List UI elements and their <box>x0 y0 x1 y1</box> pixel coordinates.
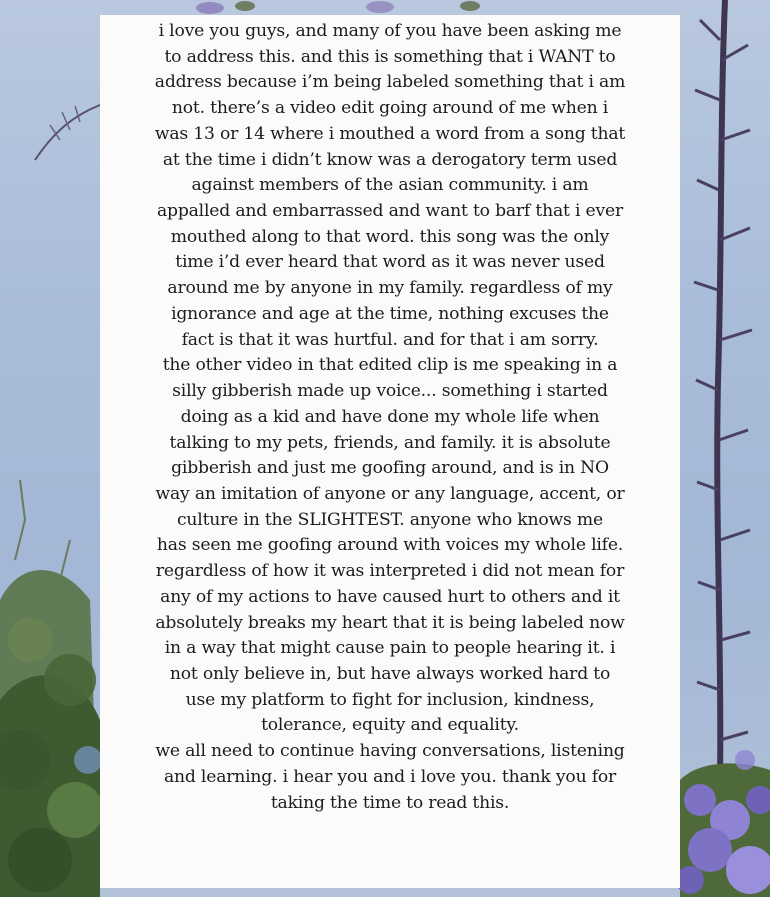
text-line: absolutely breaks my heart that it is being labeled now <box>155 612 625 633</box>
text-line: we all need to continue having conversations, listening <box>155 741 625 762</box>
text-line: tolerance, equity and equality. <box>261 715 519 736</box>
text-line: gibberish and just me goofing around, and is in NO <box>171 458 609 479</box>
text-line: fact is that it was hurtful. and for that i am sorry. <box>181 329 599 350</box>
text-line: appalled and embarrassed and want to barf that i ever <box>156 201 623 222</box>
left-tree <box>0 480 103 897</box>
text-line: culture in the SLIGHTEST. anyone who knows me <box>177 509 603 530</box>
text-line: at the time i didn’t know was a derogatory term used <box>162 149 618 170</box>
text-line: not only believe in, but have always worked hard to <box>169 663 611 684</box>
text-line: way an imitation of anyone or any language, accent, or <box>155 483 625 504</box>
top-flowers <box>196 1 480 14</box>
right-flowers <box>676 750 770 897</box>
text-line: around me by anyone in my family. regardless of my <box>167 278 613 299</box>
text-line: time i’d ever heard that word as it was never used <box>175 252 605 273</box>
statement-text <box>106 19 674 816</box>
text-line: use my platform to fight for inclusion, kindness, <box>185 689 595 710</box>
text-line: not. there’s a video edit going around of me when i <box>171 98 609 119</box>
text-line: any of my actions to have caused hurt to others and it <box>160 586 620 607</box>
text-line: i love you guys, and many of you have been asking me <box>158 21 622 41</box>
text-line: ignorance and age at the time, nothing excuses the <box>171 303 609 324</box>
text-line: the other video in that edited clip is me speaking in a <box>162 355 618 376</box>
text-line: to address this. and this is something that i WANT to <box>164 46 616 67</box>
text-line: and learning. i hear you and i love you. thank you for <box>163 766 617 787</box>
story-text-card <box>100 15 680 888</box>
text-line: silly gibberish made up voice... something i started <box>172 381 608 402</box>
text-line: doing as a kid and have done my whole life when <box>180 406 600 427</box>
text-line: has seen me goofing around with voices my whole life. <box>156 535 624 556</box>
text-line: mouthed along to that word. this song was the only <box>170 226 610 247</box>
text-line: talking to my pets, friends, and family. it is absolute <box>169 432 611 453</box>
text-line: was 13 or 14 where i mouthed a word from a song that <box>154 123 626 144</box>
left-branch <box>35 105 100 160</box>
text-line: taking the time to read this. <box>270 792 510 813</box>
text-line: regardless of how it was interpreted i did not mean for <box>155 561 625 582</box>
text-line: against members of the asian community. i am <box>191 175 589 196</box>
text-line: address because i’m being labeled something that i am <box>154 72 626 93</box>
text-line: in a way that might cause pain to people hearing it. i <box>164 638 616 659</box>
